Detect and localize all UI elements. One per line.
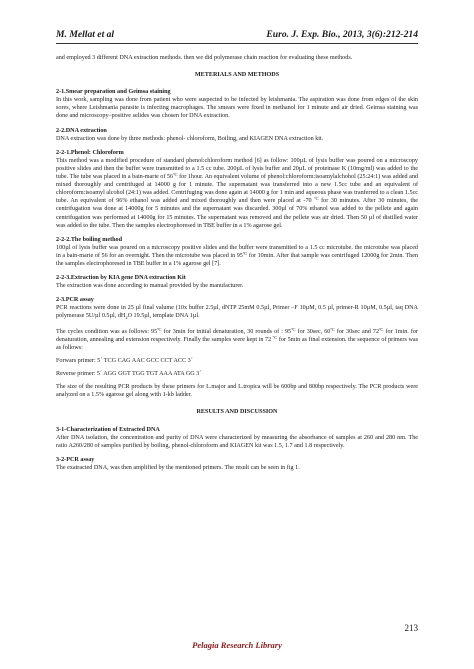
section-2-2-3-text: The extraction was done according to manual provided by the manufacturer. bbox=[56, 283, 244, 290]
header-journal: Euro. J. Exp. Bio., 2013, 3(6):212-214 bbox=[266, 29, 418, 40]
methods-heading: METERIALS AND METHODS bbox=[194, 72, 280, 79]
reverse-primer: Reverse primer: 5´ AGG GGT TGG TGT AAA ATA GG 3´ bbox=[56, 371, 202, 378]
header-authors: M. Mellat et al bbox=[56, 29, 115, 40]
section-3-2-text: The exatracted DNA, was then amplified by the mentioned primers. The result can be seen in fig 1. bbox=[56, 464, 300, 471]
page-number: 213 bbox=[404, 623, 418, 633]
results-heading: RESULTS AND DISCUSSION bbox=[196, 409, 278, 416]
section-2-1-heading: 2-1.Smear preparation and Geimsa staining bbox=[56, 89, 171, 96]
section-2-2-1-heading: 2-2-1.Phenol: Chloroform bbox=[56, 149, 124, 156]
section-3-1-heading: 3-1-Characterization of Extracted DNA bbox=[56, 426, 160, 433]
publisher-footer: Pelagia Research Library bbox=[192, 640, 282, 650]
section-2-2-1-text: This method was a modified procedure of standard phenol:chloroform method [6] as follow: 100µL of lysis buffer was poured on a microscopy positive slides and then the buffer were transmitted to a 1.5 cc tube. 200µL of lysis buffer and 20µL of proteinase K (10mg/ml) was added to the tube. The tube was placed in a bain-marie of $56^{ºC}$ for 1hour. An equivalent volume of phenol:chloroform:isoamylalchohol (25:24:1) was added and mixed thoroughly and centrifuged at 14000 g for 1 minute. The supernatant was transferred into a new 1.5cc tube and an equivalent of chloroform:isoamyl alcohol (24:1) was added. Centrifuging was done again at 14000 g for 1 min and aqueous phase was tranferred to a clean 1.5cc tube. An equivalent of 96% ethanol was added and mixed thoroughly and then were placed at -70 $^{ºC}$ for 30 minutes. After 30 minutes, the centrifugation was done at 14000g for 5 minutes and the supernatant was discarded. 300µl of 70% ethanol was added to the pellete and again centrifugation was performed at 14000g for 15 minutes. The supernatant was removed and the pellete was air dried. Then 50 µl of distilled water was added to the tube. Then the samples electrophoresed in TBE buffer in a 1% agarose gel. bbox=[56, 157, 419, 229]
section-2-2-2-heading: 2-2-2.The boiling method bbox=[56, 236, 123, 243]
section-2-3-heading: 2-3.PCR assay bbox=[56, 297, 94, 304]
forward-primer: Forwars primer: 5´ TCG CAG AAC GCC CCT ACC 3´ bbox=[56, 358, 193, 365]
section-2-2-2-text: 100µl of lysis buffer was poured on a microscopy positive slides and the buffer were transmitted to a 1.5 cc microtube. the microtube was placed in a bain-marie of 56 for an overnight. Then the microtube was placed in $95^{ºC}$ for 10min. After that sample was centrifuged 12000g for 2min. Then the samples electrophoresed in TBE buffer in a 1% agarose gel [7]. bbox=[56, 244, 419, 267]
section-3-1-text: After DNA isolation, the concentration and purity of DNA were characterized by measuring the absorbance of samples at 260 and 280 nm. The ratio A260/280 of samples purified by boiling, phenol-chloroform and KIAGEN kit was 1.5, 1.7 and 1.8 respectively. bbox=[56, 434, 418, 449]
section-2-1-text: In this work, sampling was done from patient who were suspected to be infected by leishmania. The aspiration was done from edges of the skin sores, where Leishmania parasite is infecting macrophages. The smears were fixed in methanol for 1 minute and air dried. Geimsa staining was done and microscopy–positive selides was chosen for DNA extraction. bbox=[56, 97, 418, 120]
pcr-reaction-text: PCR reactions were done in 25 µl final valume (10x buffer 2.5µl, dNTP 25mM 0.5µl, Primer –F 10µM, 0.5 µl, primer-R 10µM, 0.5µl, taq DNA polymerase 5U/µl 0.5µl, $dH_2O$ 19.5µl, template DNA 1µl. bbox=[56, 305, 418, 321]
intro-paragraph: and employed 3 different DNA extraction methods. then we did polymerase chain reaction for evaluating these methods. bbox=[56, 55, 353, 61]
running-header bbox=[56, 29, 418, 44]
section-2-2-3-heading: 2-2-3.Extraction by KIA gene DNA extraction Kit bbox=[56, 275, 186, 282]
section-3-2-heading: 3-2-PCR assay bbox=[56, 456, 95, 463]
section-2-2-heading: 2-2.DNA extraction bbox=[56, 127, 107, 134]
article-body bbox=[56, 54, 418, 472]
section-2-2-text: DNA extraction was done by three methods: phenol- chloroform, Boiling, and KIAGEN DNA extraction kit. bbox=[56, 135, 324, 142]
pcr-product-size-text: The size of the resulting PCR products by these primers for L.major and L.tropica will be 600bp and 800bp respectively. The PCR products were analyzed on a 1.5% agarose gel along with 1-kb ladder. bbox=[56, 384, 418, 399]
pcr-cycles-text: The cycles condition was as follows: $95^{ºC}$ for 3min for initial denaturation, 30 rounds of : $95^{ºC}$ for 30sec, $60^{ºC}$ for 30sec and $72^{ºC}$ for 1min. for denaturation, annealing and extension respectively. Finally the samples were kept in 72 $^{ºC}$ for 5min as final extension. the sequence of primers was as follows: bbox=[56, 326, 419, 351]
